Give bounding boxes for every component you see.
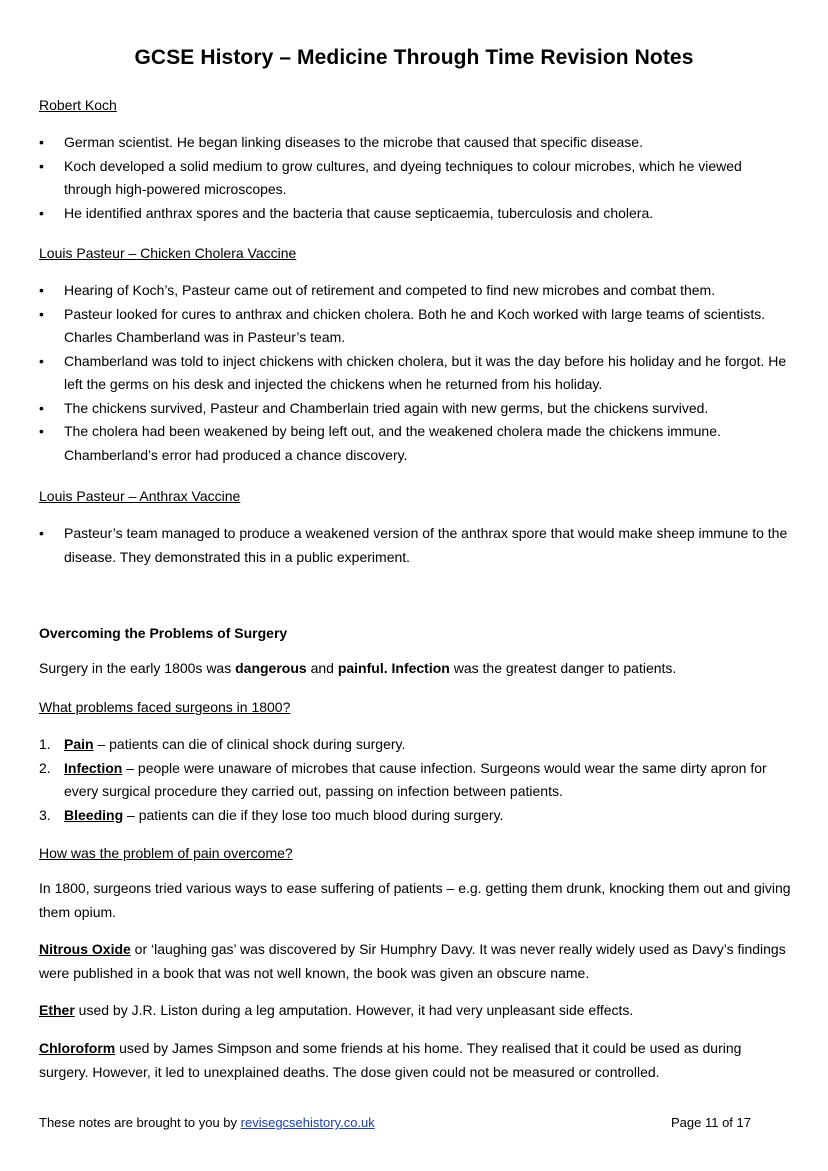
surgery-heading: Overcoming the Problems of Surgery: [39, 625, 288, 641]
anthrax-list: [39, 522, 789, 569]
list-item: 3. Bleeding – patients can die if they lose too much blood during surgery.: [39, 806, 504, 823]
cholera-list: [39, 279, 789, 467]
footer-credit: These notes are brought to you by revisegcsehistory.co.uk: [39, 1115, 375, 1130]
list-item: 2. Infection – people were unaware of microbes that cause infection. Surgeons would wear the same dirty apron for every surgical procedure they carried out, passing on infection between patients.: [39, 759, 767, 799]
pain-heading: How was the problem of pain overcome?: [39, 845, 293, 861]
chloroform-paragraph: Chloroform used by James Simpson and some friends at his home. They realised that it could be used as during surgery. However, it led to unexplained deaths. The dose given could not be measured or controlled.: [39, 1040, 742, 1080]
list-item: • The chickens survived, Pasteur and Chamberlain tried again with new germs, but the chickens survived.: [39, 397, 789, 421]
problems-heading: What problems faced surgeons in 1800?: [39, 699, 291, 715]
nitrous-paragraph: Nitrous Oxide or ‘laughing gas’ was discovered by Sir Humphry Davy. It was never really widely used as Davy’s findings were published in a book that was not well known, the book was given an obscure name.: [39, 941, 786, 981]
list-item: • Chamberland was told to inject chickens with chicken cholera, but it was the day before his holiday and he forgot. He left the germs on his desk and injected the chickens when he returned from his holiday.: [39, 350, 789, 397]
cholera-heading: Louis Pasteur – Chicken Cholera Vaccine: [39, 245, 297, 261]
list-item: • He identified anthrax spores and the bacteria that cause septicaemia, tuberculosis and cholera.: [39, 202, 789, 226]
koch-heading: Robert Koch: [39, 97, 117, 113]
list-item: • Koch developed a solid medium to grow cultures, and dyeing techniques to colour microbes, which he viewed through high-powered microscopes.: [39, 155, 789, 202]
list-item: 1. Pain – patients can die of clinical shock during surgery.: [39, 736, 406, 752]
list-item: • Pasteur’s team managed to produce a weakened version of the anthrax spore that would make sheep immune to the disease. They demonstrated this in a public experiment.: [39, 522, 789, 569]
list-item: • Hearing of Koch’s, Pasteur came out of retirement and competed to find new microbes and combat them.: [39, 279, 789, 303]
page-number: Page 11 of 17: [671, 1115, 751, 1130]
surgery-intro: Surgery in the early 1800s was dangerous and painful. Infection was the greatest danger to patients.: [39, 660, 677, 676]
koch-list: [39, 131, 789, 225]
list-item: • German scientist. He began linking diseases to the microbe that caused that specific disease.: [39, 131, 789, 155]
anthrax-heading: Louis Pasteur – Anthrax Vaccine: [39, 488, 241, 504]
ether-paragraph: Ether used by J.R. Liston during a leg amputation. However, it had very unpleasant side effects.: [39, 1002, 634, 1018]
list-item: • The cholera had been weakened by being left out, and the weakened cholera made the chickens immune. Chamberland’s error had produced a chance discovery.: [39, 420, 789, 467]
list-item: • Pasteur looked for cures to anthrax and chicken cholera. Both he and Koch worked with large teams of scientists. Charles Chamberland was in Pasteur’s team.: [39, 303, 789, 350]
pain-intro: In 1800, surgeons tried various ways to ease suffering of patients – e.g. getting them drunk, knocking them out and giving them opium.: [39, 880, 791, 920]
page-title: GCSE History – Medicine Through Time Revision Notes: [134, 46, 694, 69]
problems-list: [39, 733, 789, 827]
website-link[interactable]: revisegcsehistory.co.uk: [240, 1115, 375, 1130]
